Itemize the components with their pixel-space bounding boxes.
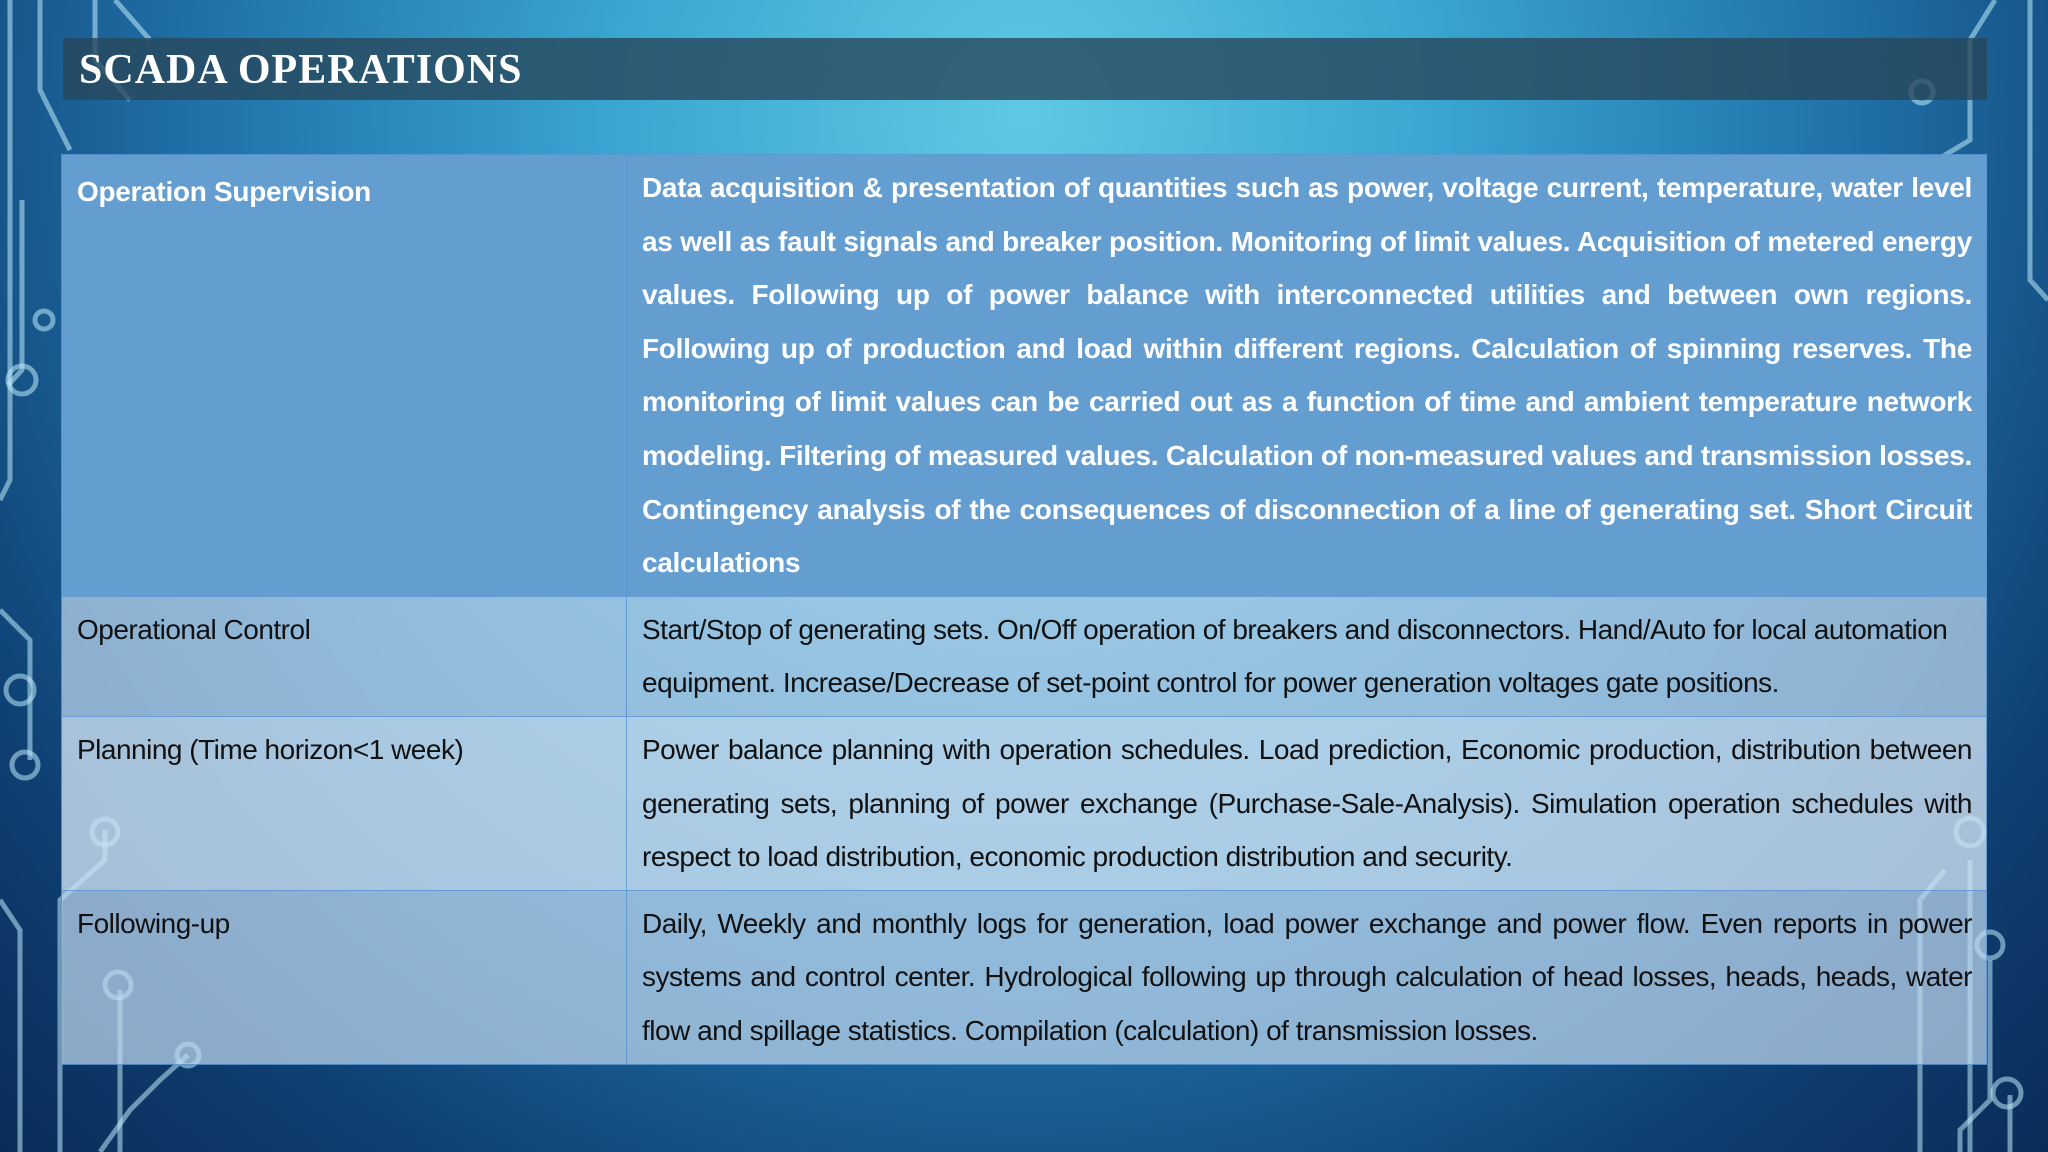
table-row (62, 596, 1987, 716)
row-description: Power balance planning with operation schedules. Load prediction, Economic production, distribution between generating sets, planning of power exchange (Purchase-Sale-Analysis). Simulation operation schedules with respect to load distribution, economic production distribution and security. (627, 716, 1987, 890)
row-label: Planning (Time horizon<1 week) (62, 716, 627, 890)
scada-operations-table (61, 154, 1987, 1065)
row-description: Data acquisition & presentation of quantities such as power, voltage current, temperature, water level as well as fault signals and breaker position. Monitoring of limit values. Acquisition of metered energy values. Following up of power balance with interconnected utilities and between own regions. Following up of production and load within different regions. Calculation of spinning reserves. The monitoring of limit values can be carried out as a function of time and ambient temperature network modeling. Filtering of measured values. Calculation of non-measured values and transmission losses. Contingency analysis of the consequences of disconnection of a line of generating set. Short Circuit calculations (627, 155, 1987, 597)
row-label: Operational Control (62, 596, 627, 716)
row-label: Operation Supervision (62, 155, 627, 597)
row-description: Daily, Weekly and monthly logs for generation, load power exchange and power flow. Even reports in power systems and control center. Hydrological following up through calculation of head losses, heads, heads, water flow and spillage statistics. Compilation (calculation) of transmission losses. (627, 890, 1987, 1064)
table-row (62, 155, 1987, 597)
row-label: Following-up (62, 890, 627, 1064)
title-bar (63, 38, 1987, 100)
slide-title: SCADA OPERATIONS (79, 47, 523, 93)
table-row (62, 890, 1987, 1064)
table-row (62, 716, 1987, 890)
row-description: Start/Stop of generating sets. On/Off operation of breakers and disconnectors. Hand/Auto for local automation equipment. Increase/Decrease of set-point control for power generation voltages gate positions. (627, 596, 1987, 716)
